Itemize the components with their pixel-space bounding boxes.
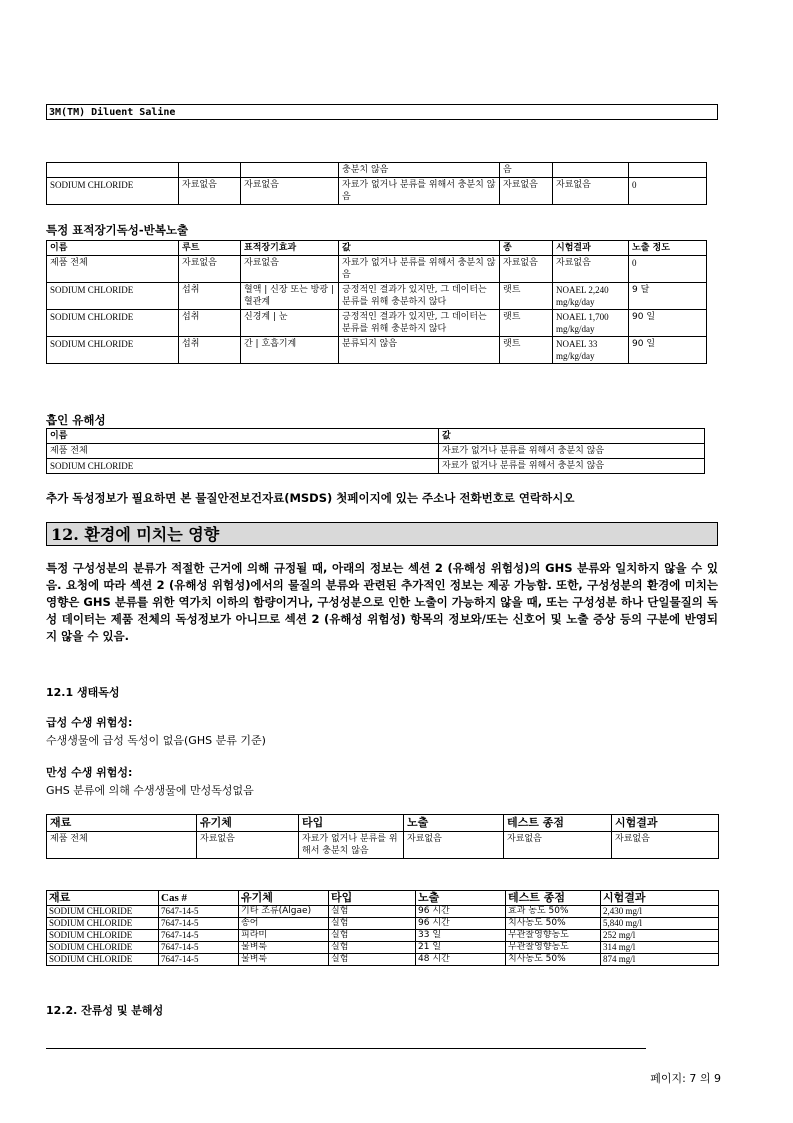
table-header-row — [47, 429, 705, 444]
table-cell: 치사농도 50% — [506, 954, 601, 966]
table-cell: 실험 — [329, 918, 416, 930]
table-cell: 실험 — [329, 954, 416, 966]
table-cell: NOAEL 1,700 mg/kg/day — [553, 310, 629, 337]
chronic-aquatic-text: GHS 분류에 의해 수생생물에 만성독성없음 — [46, 784, 254, 797]
table-cell: 7647-14-5 — [159, 954, 239, 966]
column-header: 이름 — [47, 241, 179, 256]
table-row — [47, 918, 719, 930]
column-header: 시험결과 — [601, 891, 719, 906]
column-header: 표적장기효과 — [241, 241, 339, 256]
table-cell: 90 일 — [629, 337, 707, 364]
table-cell: 실험 — [329, 930, 416, 942]
table-row — [47, 459, 705, 474]
section-12-intro: 특정 구성성분의 분류가 적절한 근거에 의해 규정될 때, 아래의 정보는 섹션 2 (유해성 위험성)의 GHS 분류와 일치하지 않을 수 있음. 요청에 따라 섹션 2 (유해성 위험성)에서의 물질의 분류와 관련된 추가적인 정보는 제공 가능함. 또한, 구성성분의 환경에 미치는 영향은 GHS 분류를 위한 역가치 이하의 함량이거나, 구성성분으로 인한 노출이 가능하지 않을 때, 또는 구성성분 하나 단일물질의 독성 데이터는 제품 전체의 독성정보가 아니므로 섹션 2 (유해성 위험성) 항목의 정보와/또는 신호어 및 노출 증상 등의 구분에 반영되지 않을 수 있음. — [46, 561, 718, 643]
table-cell: 자료가 없거나 분류를 위해서 충분치 않음 — [439, 459, 705, 474]
column-header: Cas # — [159, 891, 239, 906]
table-cell: 송어 — [239, 918, 329, 930]
table-cell: 음 — [500, 163, 553, 178]
chronic-aquatic-title: 만성 수생 위험성: — [46, 766, 133, 779]
table-cell: 충분치 않음 — [339, 163, 500, 178]
column-header: 테스트 종점 — [506, 891, 601, 906]
column-header: 노출 정도 — [629, 241, 707, 256]
table-cell: 자료없음 — [179, 256, 241, 283]
table-cell: 자료가 없거나 분류를 위해서 충분치 않음 — [339, 256, 500, 283]
table-cell: 96 시간 — [416, 918, 506, 930]
table-cell: 5,840 mg/l — [601, 918, 719, 930]
table-cell: SODIUM CHLORIDE — [47, 930, 159, 942]
table-cell: 자료없음 — [197, 832, 299, 859]
table-cell: 자료없음 — [500, 178, 553, 205]
column-header: 유기체 — [239, 891, 329, 906]
table-cell: 자료가 없거나 분류를 위해서 충분치 않음 — [439, 444, 705, 459]
table-cell: 21 일 — [416, 942, 506, 954]
table-cell: 96 시간 — [416, 906, 506, 918]
column-header: 재료 — [47, 815, 197, 832]
column-header: 타입 — [299, 815, 404, 832]
table-cell: 섭취 — [179, 337, 241, 364]
table-cell: 33 일 — [416, 930, 506, 942]
table-row — [47, 444, 705, 459]
aspiration-title: 흡인 유해성 — [46, 413, 106, 427]
table-cell: 물벼룩 — [239, 942, 329, 954]
table-cell: 자료가 없거나 분류를 위해서 충분치 않음 — [299, 832, 404, 859]
table-cell: 기타 조류(Algae) — [239, 906, 329, 918]
table-cell: 9 달 — [629, 283, 707, 310]
table-cell: 랫트 — [500, 310, 553, 337]
table-row — [47, 930, 719, 942]
table-row — [47, 906, 719, 918]
table-cell: 랫트 — [500, 337, 553, 364]
stot-repeated-title: 특정 표적장기독성-반복노출 — [46, 223, 189, 237]
table-cell: 무관찰영향농도 — [506, 930, 601, 942]
table-row — [47, 163, 707, 178]
table-cell: 신경계 | 눈 — [241, 310, 339, 337]
table-cell: SODIUM CHLORIDE — [47, 337, 179, 364]
column-header: 타입 — [329, 891, 416, 906]
persistence-title: 12.2. 잔류성 및 분해성 — [46, 1004, 164, 1017]
table-cell: 자료없음 — [241, 256, 339, 283]
column-header: 루트 — [179, 241, 241, 256]
table-cell: 자료없음 — [404, 832, 504, 859]
table-cell: 2,430 mg/l — [601, 906, 719, 918]
table-cell: 7647-14-5 — [159, 918, 239, 930]
table-cell: 피라미 — [239, 930, 329, 942]
table-cell: 7647-14-5 — [159, 930, 239, 942]
column-header: 이름 — [47, 429, 439, 444]
table-cell: 자료없음 — [553, 178, 629, 205]
table-cell: 0 — [629, 178, 707, 205]
table-cell — [241, 163, 339, 178]
table-cell — [553, 163, 629, 178]
continued-toxicity-table — [46, 162, 707, 205]
table-cell: 자료없음 — [553, 256, 629, 283]
table-cell: 실험 — [329, 942, 416, 954]
table-cell: 자료가 없거나 분류를 위해서 충분치 않음 — [339, 178, 500, 205]
table-cell: 효과 농도 50% — [506, 906, 601, 918]
table-row — [47, 310, 707, 337]
column-header: 노출 — [416, 891, 506, 906]
table-cell: SODIUM CHLORIDE — [47, 942, 159, 954]
column-header: 재료 — [47, 891, 159, 906]
table-cell: 48 시간 — [416, 954, 506, 966]
table-cell: 252 mg/l — [601, 930, 719, 942]
table-cell: 긍정적인 결과가 있지만, 그 데이터는 분류를 위해 충분하지 않다 — [339, 283, 500, 310]
footer-divider — [46, 1048, 646, 1049]
column-header: 유기체 — [197, 815, 299, 832]
table-cell: 자료없음 — [241, 178, 339, 205]
table-cell: 자료없음 — [612, 832, 719, 859]
table-row — [47, 832, 719, 859]
column-header: 시험결과 — [612, 815, 719, 832]
table-cell: 제품 전체 — [47, 832, 197, 859]
table-cell: 혈액 | 신장 또는 방광 | 혈관계 — [241, 283, 339, 310]
table-cell: 실험 — [329, 906, 416, 918]
table-cell: 제품 전체 — [47, 444, 439, 459]
table-row — [47, 337, 707, 364]
section-12-title: 12. 환경에 미치는 영향 — [46, 522, 718, 546]
table-cell: SODIUM CHLORIDE — [47, 283, 179, 310]
table-cell: 간 | 호흡기계 — [241, 337, 339, 364]
aspiration-table — [46, 428, 705, 474]
column-header: 시험결과 — [553, 241, 629, 256]
column-header: 종 — [500, 241, 553, 256]
acute-aquatic-text: 수생생물에 급성 독성이 없음(GHS 분류 기준) — [46, 734, 266, 747]
table-cell: SODIUM CHLORIDE — [47, 459, 439, 474]
table-row — [47, 283, 707, 310]
column-header: 테스트 종점 — [504, 815, 612, 832]
table-header-row — [47, 815, 719, 832]
table-cell: NOAEL 33 mg/kg/day — [553, 337, 629, 364]
product-name-header: 3M(TM) Diluent Saline — [46, 104, 718, 120]
table-cell: 7647-14-5 — [159, 906, 239, 918]
table-cell: SODIUM CHLORIDE — [47, 918, 159, 930]
table-cell: SODIUM CHLORIDE — [47, 954, 159, 966]
table-cell: 90 일 — [629, 310, 707, 337]
table-cell: 0 — [629, 256, 707, 283]
column-header: 값 — [339, 241, 500, 256]
ecotoxicity-title: 12.1 생태독성 — [46, 686, 120, 699]
table-row — [47, 954, 719, 966]
table-cell: SODIUM CHLORIDE — [47, 178, 179, 205]
table-cell: SODIUM CHLORIDE — [47, 906, 159, 918]
table-cell: 랫트 — [500, 283, 553, 310]
table-cell: 치사농도 50% — [506, 918, 601, 930]
table-cell: 자료없음 — [504, 832, 612, 859]
table-cell — [629, 163, 707, 178]
table-cell: 물벼룩 — [239, 954, 329, 966]
table-cell — [47, 163, 179, 178]
table-cell: 섭취 — [179, 283, 241, 310]
table-row — [47, 178, 707, 205]
table-cell: 제품 전체 — [47, 256, 179, 283]
contact-note: 추가 독성정보가 필요하면 본 물질안전보건자료(MSDS) 첫페이지에 있는 주소나 전화번호로 연락하시오 — [46, 491, 575, 505]
table-header-row — [47, 891, 719, 906]
column-header: 값 — [439, 429, 705, 444]
table-cell: 긍정적인 결과가 있지만, 그 데이터는 분류를 위해 충분하지 않다 — [339, 310, 500, 337]
table-cell: 7647-14-5 — [159, 942, 239, 954]
table-cell: SODIUM CHLORIDE — [47, 310, 179, 337]
stot-repeated-table — [46, 240, 707, 364]
acute-aquatic-title: 급성 수생 위험성: — [46, 716, 133, 729]
table-cell: 874 mg/l — [601, 954, 719, 966]
component-ecotox-table — [46, 890, 719, 966]
table-cell: 무관찰영향농도 — [506, 942, 601, 954]
table-cell: 자료없음 — [179, 178, 241, 205]
table-cell: NOAEL 2,240 mg/kg/day — [553, 283, 629, 310]
table-cell: 분류되지 않음 — [339, 337, 500, 364]
table-cell: 자료없음 — [500, 256, 553, 283]
table-cell — [179, 163, 241, 178]
table-cell: 314 mg/l — [601, 942, 719, 954]
product-ecotox-table — [46, 814, 719, 859]
table-header-row — [47, 241, 707, 256]
page-number: 페이지: 7 의 9 — [650, 1072, 721, 1085]
column-header: 노출 — [404, 815, 504, 832]
table-row — [47, 256, 707, 283]
table-cell: 섭취 — [179, 310, 241, 337]
table-row — [47, 942, 719, 954]
